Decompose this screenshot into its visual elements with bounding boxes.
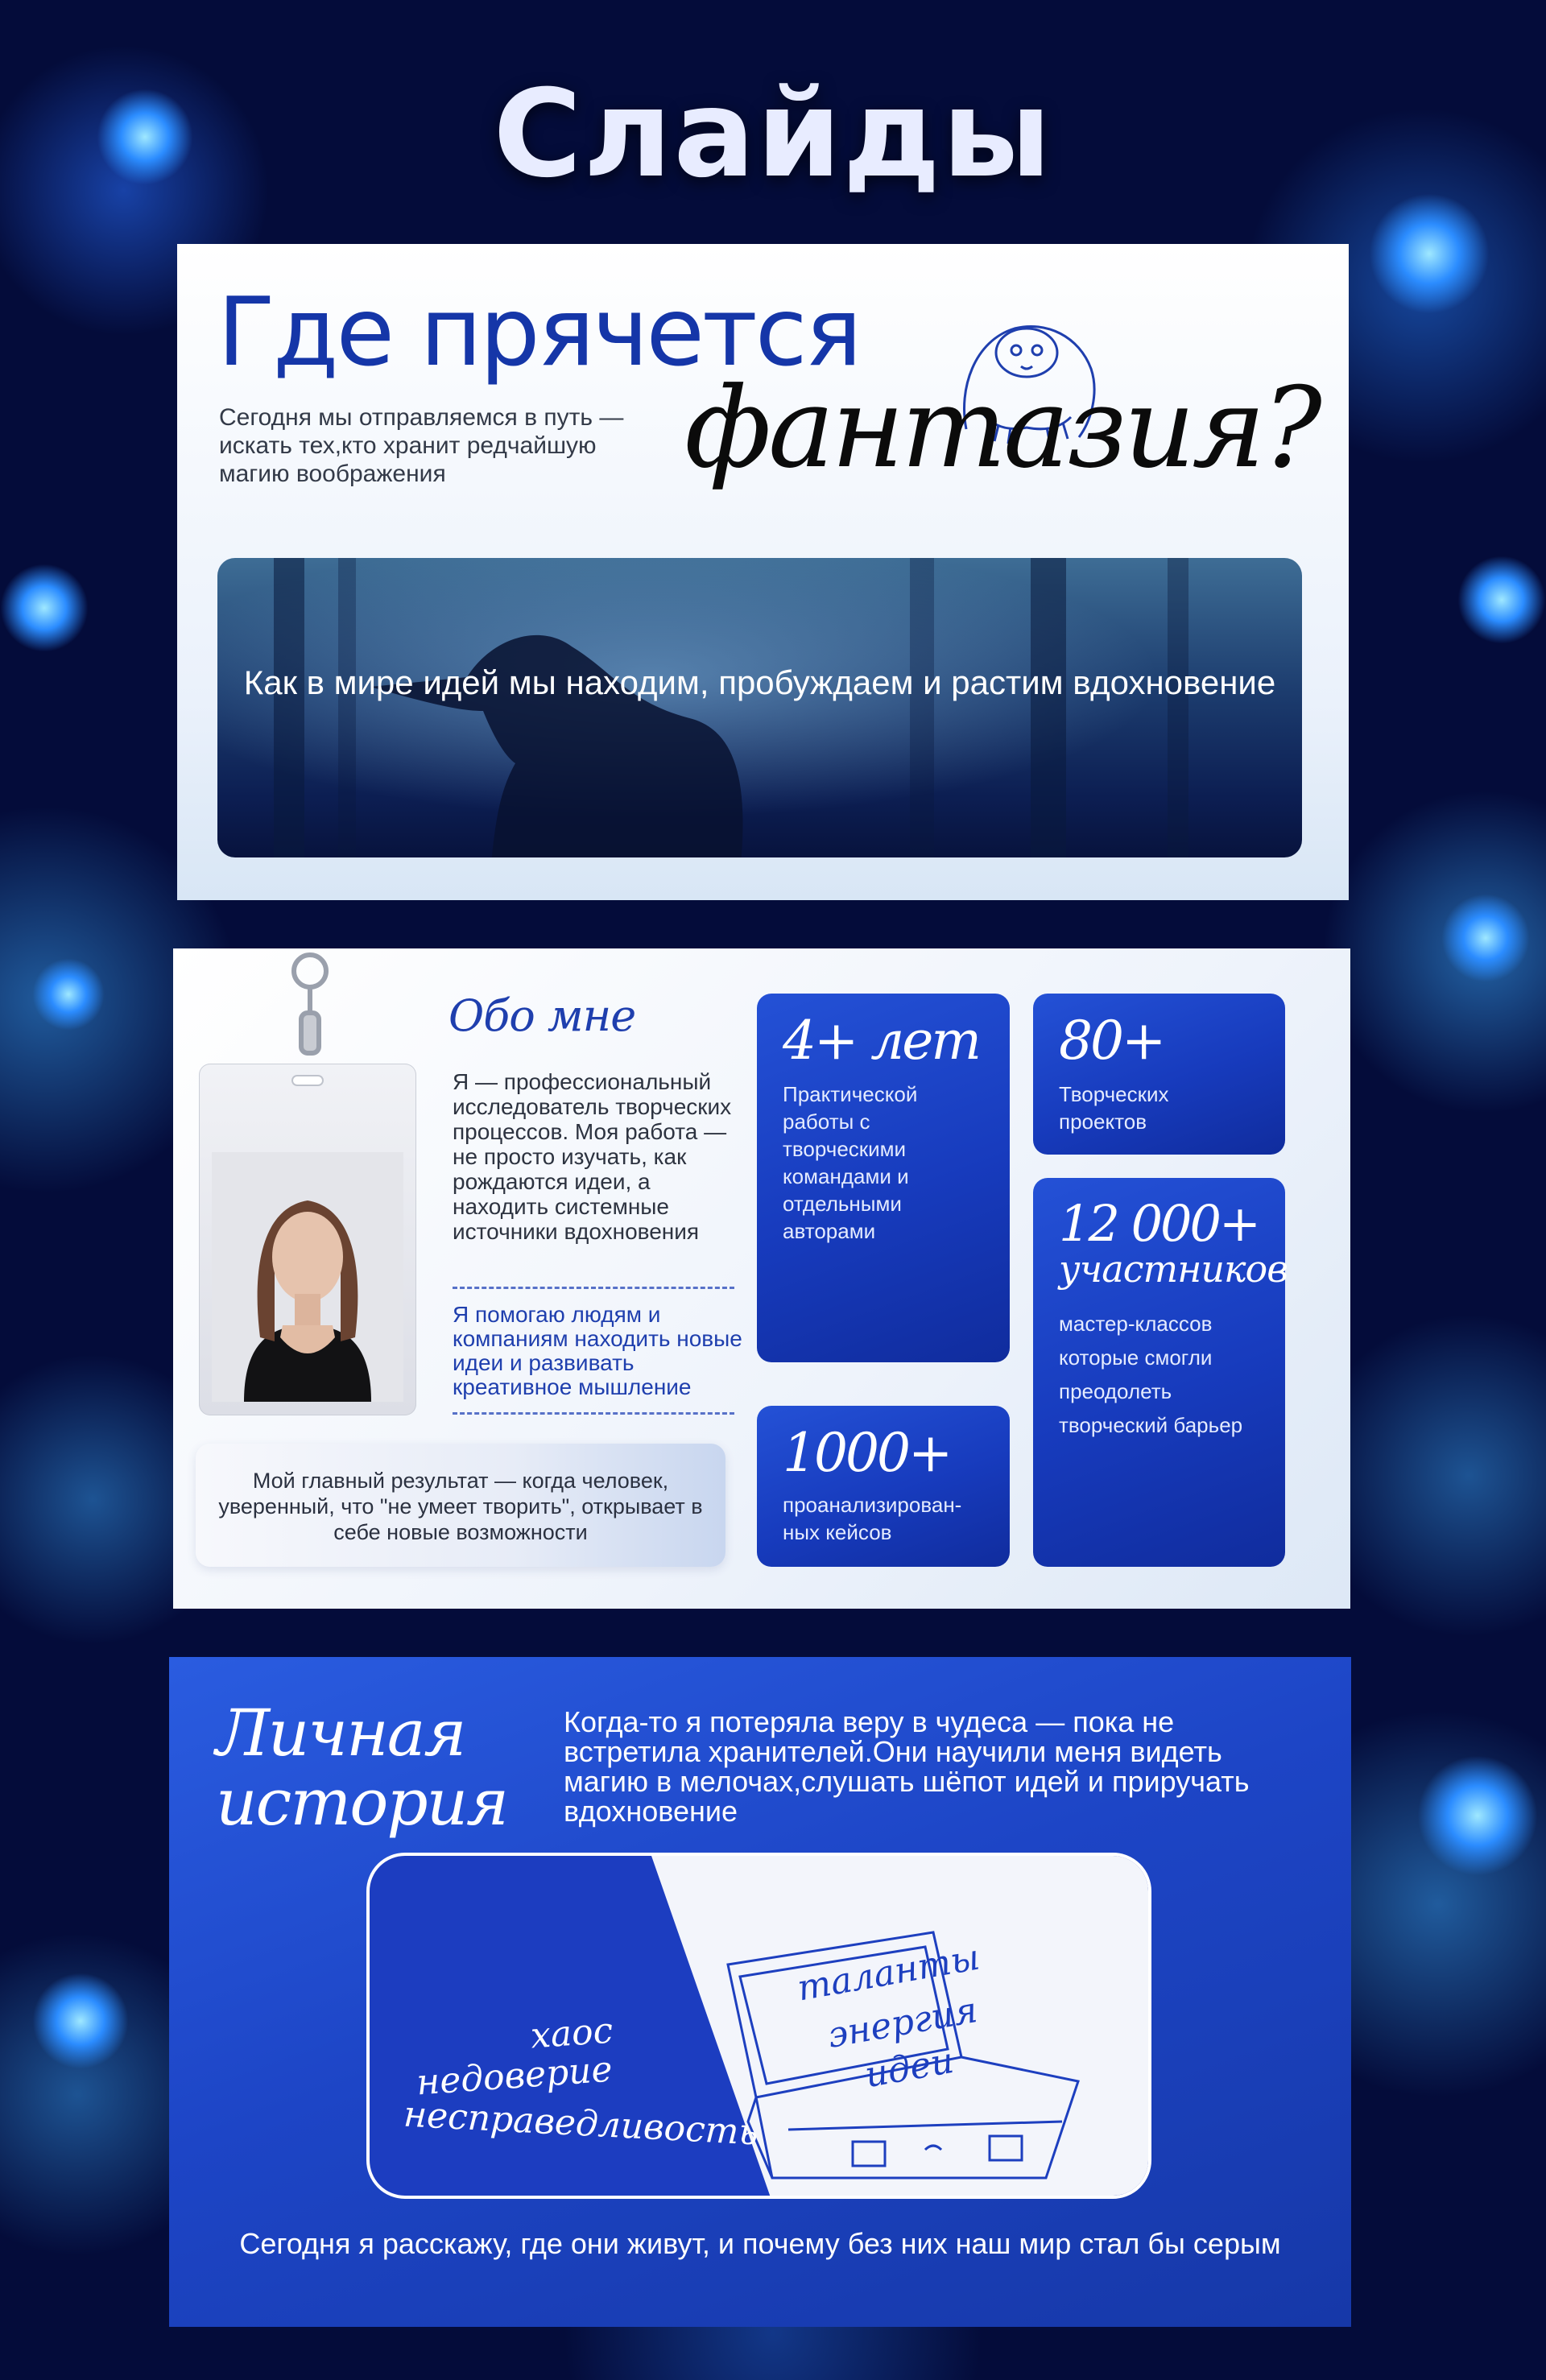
page-title: Слайды: [493, 64, 1053, 205]
background-glow: [1457, 556, 1546, 644]
forest-tree: [1168, 558, 1188, 857]
story-text: Когда-то я потеряла веру в чудеса — пока не встретила хранителей.Они научили меня видеть магию в мелочах,слушать шёпот идей и приручать вдохновение: [564, 1705, 1250, 1828]
stat-card-participants: [1033, 1178, 1288, 1567]
background-glow: [1417, 1755, 1538, 1876]
stat-value: 4+ лет: [783, 1010, 979, 1072]
story-title-line: история: [216, 1765, 508, 1840]
badge-hole: [291, 1075, 324, 1086]
forest-tree: [274, 558, 304, 857]
stat-value: 80+: [1059, 1010, 1164, 1072]
stat-caption: Практической работы с творческими командами и отдельными авторами: [783, 1082, 918, 1243]
stat-value: 1000+: [783, 1422, 951, 1484]
forest-tree: [1031, 558, 1066, 857]
forest-tree: [338, 558, 356, 857]
dashed-divider: [453, 1287, 734, 1289]
about-help-text: Я помогаю людям и компаниям находить новые идеи и развивать креативное мышление: [453, 1302, 742, 1399]
background-glow: [1369, 193, 1490, 314]
background-glow: [32, 958, 105, 1031]
about-title: Обо мне: [449, 990, 636, 1041]
stat-card-projects: [1033, 994, 1285, 1155]
stat-caption: Творческих проектов: [1059, 1082, 1169, 1134]
slide-fantasy: [177, 244, 1349, 900]
lanyard-clip-icon: [266, 948, 362, 1069]
dashed-divider: [453, 1412, 734, 1415]
slide1-subtitle: Сегодня мы отправляемся в путь — искать тех,кто хранит редчайшую магию воображения: [219, 404, 624, 487]
stat-caption: проанализирован-ных кейсов: [783, 1493, 962, 1544]
background-glow: [0, 564, 89, 652]
stat-card-cases: [757, 1406, 1010, 1567]
word-in-box: таланты: [794, 1936, 983, 2010]
stat-value-unit: участников: [1059, 1247, 1288, 1291]
word-left: хаос: [529, 2010, 614, 2057]
word-in-box: идеи: [862, 2039, 957, 2097]
stat-value: 12 000+: [1059, 1194, 1259, 1253]
slide1-title: Где прячется: [217, 276, 860, 387]
stat-caption: мастер-классов которые смогли преодолеть творческий барьер: [1059, 1312, 1243, 1437]
story-bottom-text: Сегодня я расскажу, где они живут, и почему без них наш мир стал бы серым: [239, 2227, 1281, 2260]
story-title: [216, 1696, 508, 1840]
open-box-icon: [370, 1856, 1151, 2199]
result-text: Мой главный результат — когда человек, уверенный, что "не умеет творить", открывает в себе новые возможности: [218, 1469, 703, 1544]
background-glow: [1441, 894, 1530, 982]
unicorn-icon: [354, 590, 757, 857]
slide-about-me: [173, 948, 1350, 1609]
about-text: Я — профессиональный исследователь творческих процессов. Моя работа — не просто изучать, как рождаются идеи, а находить системные источники вдохновения: [453, 1069, 732, 1244]
word-left: недоверие: [415, 2048, 614, 2104]
result-card: [196, 1444, 725, 1567]
portrait-photo: [212, 1152, 403, 1402]
slide1-title-accent: фантазия?: [684, 363, 1319, 493]
forest-tree: [910, 558, 934, 857]
unicorn-forest-banner: [217, 558, 1302, 857]
story-illustration: [366, 1853, 1151, 2199]
story-title-line: Личная: [216, 1696, 465, 1771]
id-badge: [199, 1064, 416, 1415]
word-left: несправедливость: [402, 2093, 759, 2154]
slide-personal-story: [169, 1657, 1351, 2327]
banner-text: Как в мире идей мы находим, пробуждаем и растим вдохновение: [243, 663, 1276, 701]
stat-card-years: [757, 994, 1010, 1362]
word-in-box: энергия: [824, 1990, 981, 2056]
background-glow: [32, 1973, 129, 2069]
